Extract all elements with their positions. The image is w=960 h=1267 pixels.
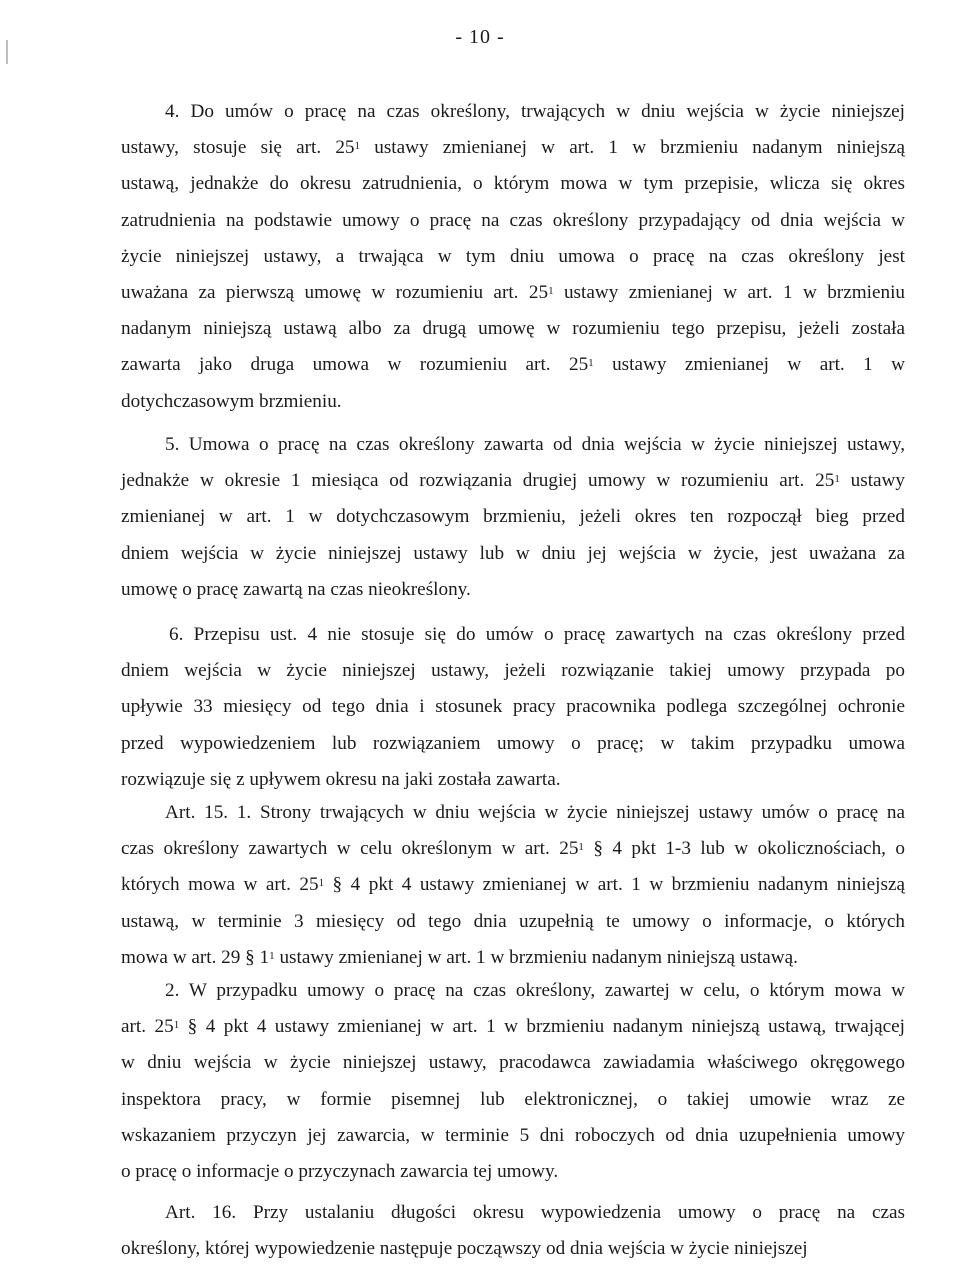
text-line: dniem wejścia w życie niniejszej ustawy, jeżeli rozwiązanie takiej umowy przypada po: [121, 660, 905, 682]
paragraph-ust-4: [121, 94, 905, 420]
paragraph-ust-6: [121, 617, 905, 798]
text-line: 2. W przypadku umowy o pracę na czas określony, zawartej w celu, o którym mowa w: [165, 980, 905, 1001]
text-line: upływie 33 miesięcy od tego dnia i stosunek pracy pracownika podlega szczególnej ochronie: [121, 696, 905, 718]
text-line: zawarta jako druga umowa w rozumieniu art. $25^1$ ustawy zmienianej w art. 1 w: [121, 354, 905, 376]
paragraph-art-15-ust-2: [121, 973, 905, 1190]
text-line: zatrudnienia na podstawie umowy o pracę na czas określony przypadający od dnia wejścia w: [121, 209, 905, 231]
text-line: 6. Przepisu ust. 4 nie stosuje się do umów o pracę zawartych na czas określony przed: [169, 624, 905, 645]
text-line: mowa w art. 29 § $1^1$ ustawy zmienianej w art. 1 w brzmieniu nadanym niniejszą ustawą.: [121, 946, 798, 968]
text-line: nadanym niniejszą ustawą albo za drugą umowę w rozumieniu tego przepisu, jeżeli została: [121, 318, 905, 340]
text-line: ustawą, w terminie 3 miesięcy od tego dnia uzupełnią te umowy o informacje, o których: [121, 910, 905, 932]
text-line: jednakże w okresie 1 miesiąca od rozwiązania drugiej umowy w rozumieniu art. $25^1$ ustawy: [121, 470, 905, 492]
text-line: 5. Umowa o pracę na czas określony zawarta od dnia wejścia w życie niniejszej ustawy,: [165, 434, 905, 455]
paragraph-art-16: [121, 1195, 905, 1267]
page-number: - 10 -: [455, 26, 505, 48]
text-line: wskazaniem przyczyn jej zawarcia, w terminie 5 dni roboczych od dnia uzupełnienia umowy: [121, 1124, 905, 1146]
text-line: o pracę o informacje o przyczynach zawarcia tej umowy.: [121, 1161, 559, 1183]
text-line: inspektora pracy, w formie pisemnej lub elektronicznej, o takiej umowie wraz ze: [121, 1088, 905, 1110]
text-line: czas określony zawartych w celu określonym w art. $25^1$ § 4 pkt 1-3 lub w okolicznościach, o: [121, 838, 905, 860]
text-line: art. $25^1$ § 4 pkt 4 ustawy zmienianej w art. 1 w brzmieniu nadanym niniejszą ustawą, trwającej: [121, 1016, 905, 1038]
text-line: ustawy, stosuje się art. $25^1$ ustawy zmienianej w art. 1 w brzmieniu nadanym niniejszą: [121, 137, 905, 159]
text-line: przed wypowiedzeniem lub rozwiązaniem umowy o pracę; w takim przypadku umowa: [121, 732, 905, 754]
text-line: dotychczasowym brzmieniu.: [121, 390, 342, 412]
text-line: Art. 16. Przy ustalaniu długości okresu wypowiedzenia umowy o pracę na czas: [165, 1202, 905, 1223]
text-line: 4. Do umów o pracę na czas określony, trwających w dniu wejścia w życie niniejszej: [165, 101, 905, 122]
paragraph-ust-5: [121, 427, 905, 608]
text-line: dniem wejścia w życie niniejszej ustawy lub w dniu jej wejścia w życie, jest uważana za: [121, 542, 905, 564]
text-line: w dniu wejścia w życie niniejszej ustawy, pracodawca zawiadamia właściwego okręgowego: [121, 1052, 905, 1074]
text-line: ustawą, jednakże do okresu zatrudnienia, o którym mowa w tym przepisie, wlicza się okres: [121, 173, 905, 195]
text-line: określony, której wypowiedzenie następuje począwszy od dnia wejścia w życie niniejszej: [121, 1238, 808, 1260]
paragraph-art-15-ust-1: [121, 795, 905, 976]
text-line: życie niniejszej ustawy, a trwająca w tym dniu umowa o pracę na czas określony jest: [121, 245, 905, 267]
text-line: których mowa w art. $25^1$ § 4 pkt 4 ustawy zmienianej w art. 1 w brzmieniu nadanym niniejszą: [121, 874, 905, 896]
text-line: zmienianej w art. 1 w dotychczasowym brzmieniu, jeżeli okres ten rozpoczął bieg przed: [121, 506, 905, 528]
text-line: umowę o pracę zawartą na czas nieokreślony.: [121, 578, 471, 600]
text-line: Art. 15. 1. Strony trwających w dniu wejścia w życie niniejszej ustawy umów o pracę na: [165, 802, 905, 823]
text-line: rozwiązuje się z upływem okresu na jaki została zawarta.: [121, 768, 561, 790]
text-line: uważana za pierwszą umowę w rozumieniu art. $25^1$ ustawy zmienianej w art. 1 w brzmieniu: [121, 282, 905, 304]
